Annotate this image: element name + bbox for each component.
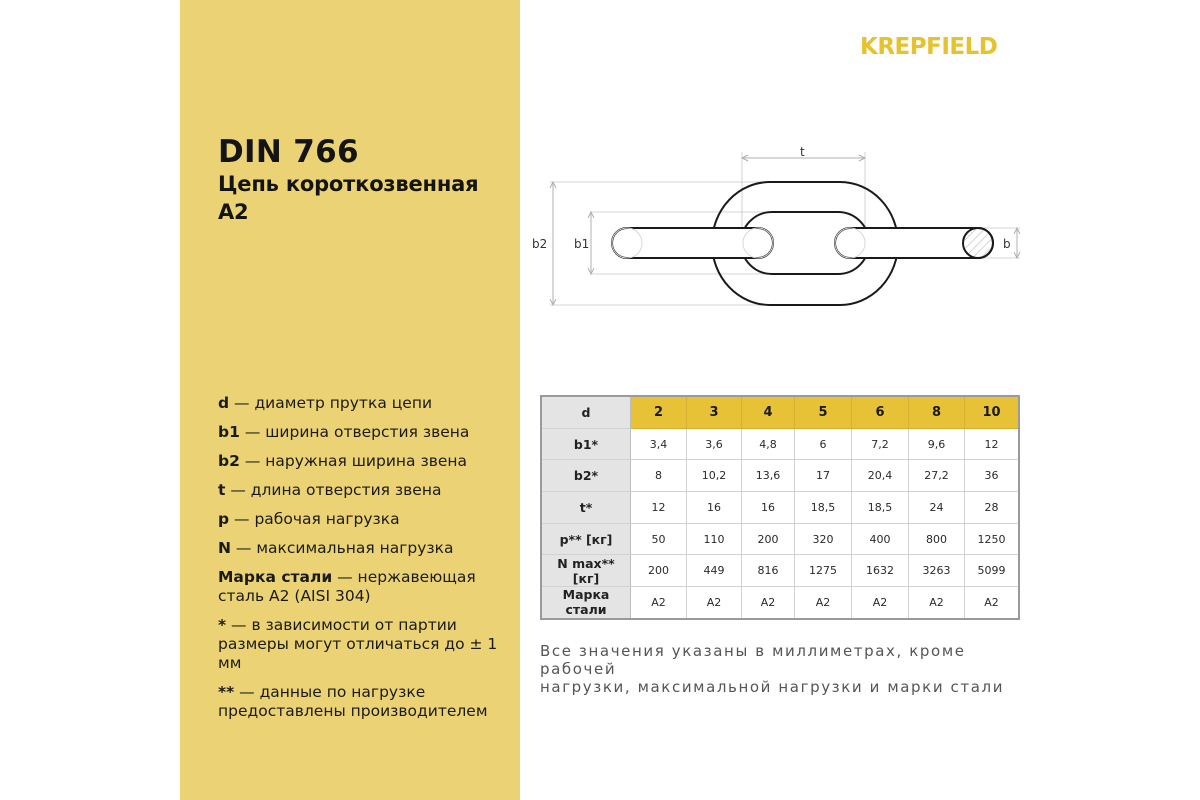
table-cell: 5099 [965, 555, 1020, 587]
table-cell: 3,6 [687, 428, 742, 460]
table-cell: A2 [742, 587, 795, 619]
label-b2: b2 [532, 237, 548, 251]
page-subtitle [218, 170, 518, 226]
table-cell: 3263 [909, 555, 965, 587]
table-cell: 50 [631, 523, 687, 555]
left-link [612, 228, 773, 258]
legend-item [218, 510, 508, 529]
subtitle-line-2: A2 [218, 200, 249, 224]
chain-dimension-diagram [530, 140, 1030, 320]
header-cell: 2 [631, 396, 687, 428]
legend-term: t [218, 481, 226, 499]
legend-item [218, 394, 508, 413]
legend-item [218, 481, 508, 500]
legend-item [218, 423, 508, 442]
legend-term: ** [218, 683, 235, 701]
legend-desc: — наружная ширина звена [239, 452, 468, 470]
table-cell: 1275 [795, 555, 852, 587]
table-cell: 17 [795, 460, 852, 492]
subtitle-line-1: Цепь короткозвенная [218, 172, 479, 196]
label-b1: b1 [574, 237, 590, 251]
legend-item [218, 539, 508, 558]
legend-term: p [218, 510, 230, 528]
table-cell: 3,4 [631, 428, 687, 460]
row-label: b2* [541, 460, 631, 492]
table-row [541, 523, 1019, 555]
row-label: b1* [541, 428, 631, 460]
row-label: t* [541, 492, 631, 524]
table-cell: 20,4 [852, 460, 909, 492]
legend-term: b2 [218, 452, 240, 470]
legend-item [218, 568, 508, 606]
row-label: d [541, 396, 631, 428]
table-cell: 27,2 [909, 460, 965, 492]
legend-term: Марка стали [218, 568, 333, 586]
legend-desc: — нержавеющая сталь А2 (AISI 304) [218, 568, 476, 605]
page-title: DIN 766 [218, 134, 359, 170]
table-cell: 1632 [852, 555, 909, 587]
units-note-line-2: нагрузки, максимальной нагрузки и марки стали [540, 678, 1005, 696]
table-cell: 16 [687, 492, 742, 524]
header-cell: 8 [909, 396, 965, 428]
table-cell: 449 [687, 555, 742, 587]
table-row [541, 460, 1019, 492]
table-row [541, 428, 1019, 460]
table-cell: 200 [742, 523, 795, 555]
legend-term: N [218, 539, 231, 557]
legend-item [218, 616, 508, 673]
table-cell: 9,6 [909, 428, 965, 460]
label-b: b [1003, 237, 1011, 251]
table-cell: 18,5 [795, 492, 852, 524]
table-header-row [541, 396, 1019, 428]
table-cell: 10,2 [687, 460, 742, 492]
header-cell: 4 [742, 396, 795, 428]
table-cell: 800 [909, 523, 965, 555]
table-cell: A2 [631, 587, 687, 619]
header-cell: 3 [687, 396, 742, 428]
table-cell: 200 [631, 555, 687, 587]
right-link [835, 228, 993, 258]
table-cell: 7,2 [852, 428, 909, 460]
legend-desc: — рабочая нагрузка [229, 510, 400, 528]
legend-item [218, 683, 508, 721]
legend-desc: — в зависимости от партии размеры могут отличаться до ± 1 мм [218, 616, 498, 672]
header-cell: 10 [965, 396, 1020, 428]
table-cell: 12 [965, 428, 1020, 460]
table-cell: A2 [909, 587, 965, 619]
header-cell: 5 [795, 396, 852, 428]
legend-item [218, 452, 508, 471]
table-cell: 18,5 [852, 492, 909, 524]
table-cell: 13,6 [742, 460, 795, 492]
legend-term: * [218, 616, 227, 634]
table-cell: 12 [631, 492, 687, 524]
row-label: Марка стали [541, 587, 631, 619]
table-cell: 6 [795, 428, 852, 460]
table-cell: 320 [795, 523, 852, 555]
header-cell: 6 [852, 396, 909, 428]
table-cell: A2 [965, 587, 1020, 619]
table-row [541, 555, 1019, 587]
legend-desc: — ширина отверстия звена [239, 423, 470, 441]
spec-table [540, 395, 1020, 620]
table-cell: 400 [852, 523, 909, 555]
legend-desc: — данные по нагрузке предоставлены производителем [218, 683, 488, 720]
legend-desc: — диаметр прутка цепи [229, 394, 433, 412]
units-note [540, 642, 1040, 696]
table-cell: 28 [965, 492, 1020, 524]
units-note-line-1: Все значения указаны в миллиметрах, кроме рабочей [540, 642, 966, 678]
table-cell: 110 [687, 523, 742, 555]
table-cell: A2 [687, 587, 742, 619]
table-cell: 4,8 [742, 428, 795, 460]
table-cell: 36 [965, 460, 1020, 492]
legend-list [218, 394, 508, 731]
legend-desc: — максимальная нагрузка [230, 539, 454, 557]
table-cell: A2 [852, 587, 909, 619]
label-t: t [800, 145, 805, 159]
brand-logo: KREPFIELD [860, 34, 998, 60]
table-cell: 1250 [965, 523, 1020, 555]
table-row [541, 492, 1019, 524]
table-cell: 16 [742, 492, 795, 524]
table-cell: 8 [631, 460, 687, 492]
legend-term: b1 [218, 423, 240, 441]
row-label: p** [кг] [541, 523, 631, 555]
legend-term: d [218, 394, 230, 412]
row-label: N max** [кг] [541, 555, 631, 587]
table-cell: 24 [909, 492, 965, 524]
legend-desc: — длина отверстия звена [225, 481, 442, 499]
table-row [541, 587, 1019, 619]
table-cell: A2 [795, 587, 852, 619]
table-cell: 816 [742, 555, 795, 587]
